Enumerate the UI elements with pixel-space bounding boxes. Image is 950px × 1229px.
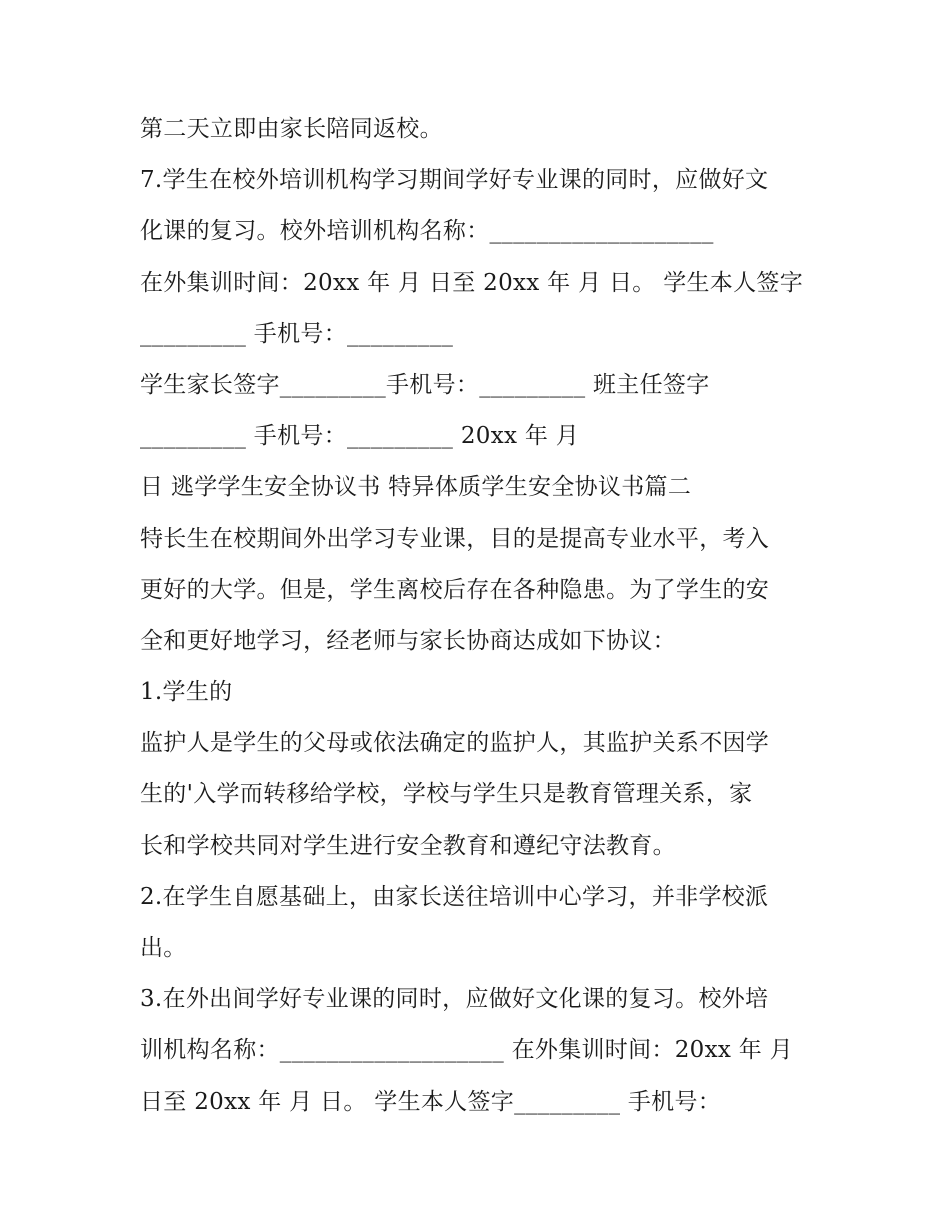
text-line: 全和更好地学习，经老师与家长协商达成如下协议：	[140, 627, 676, 654]
text-line: 3.在外出间学好专业课的同时，应做好文化课的复习。校外培	[140, 986, 769, 1013]
document-body	[140, 104, 820, 1128]
text-line: _________ 手机号：_________ 20xx 年 月	[140, 423, 580, 450]
text-line: _________ 手机号：_________	[140, 320, 454, 347]
text-line: 特长生在校期间外出学习专业课，目的是提高专业水平，考入	[140, 525, 770, 552]
text-line: 更好的大学。但是，学生离校后存在各种隐患。为了学生的安	[140, 576, 770, 603]
text-line: 监护人是学生的父母或依法确定的监护人，其监护关系不因学	[140, 730, 770, 757]
text-line: 日至 20xx 年 月 日。 学生本人签字_________ 手机号：	[140, 1088, 722, 1115]
text-line: 1.学生的	[140, 679, 233, 706]
text-line: 出。	[140, 935, 187, 961]
text-line: 化课的复习。校外培训机构名称：___________________	[140, 218, 714, 245]
text-line: 日 逃学学生安全协议书 特异体质学生安全协议书篇二	[140, 474, 692, 501]
text-line: 第二天立即由家长陪同返校。	[140, 116, 443, 142]
text-line: 生的'入学而转移给学校，学校与学生只是教育管理关系，家	[140, 781, 753, 808]
text-line: 长和学校共同对学生进行安全教育和遵纪守法教育。	[140, 832, 676, 859]
text-line: 在外集训时间：20xx 年 月 日至 20xx 年 月 日。 学生本人签字	[140, 269, 804, 296]
text-line: 训机构名称：___________________ 在外集训时间：20xx 年 月	[140, 1037, 793, 1064]
text-line: 7.学生在校外培训机构学习期间学好专业课的同时，应做好文	[140, 167, 769, 194]
text-line: 2.在学生自愿基础上，由家长送往培训中心学习，并非学校派	[140, 883, 769, 910]
text-line: 学生家长签字_________手机号：_________ 班主任签字	[140, 371, 710, 398]
